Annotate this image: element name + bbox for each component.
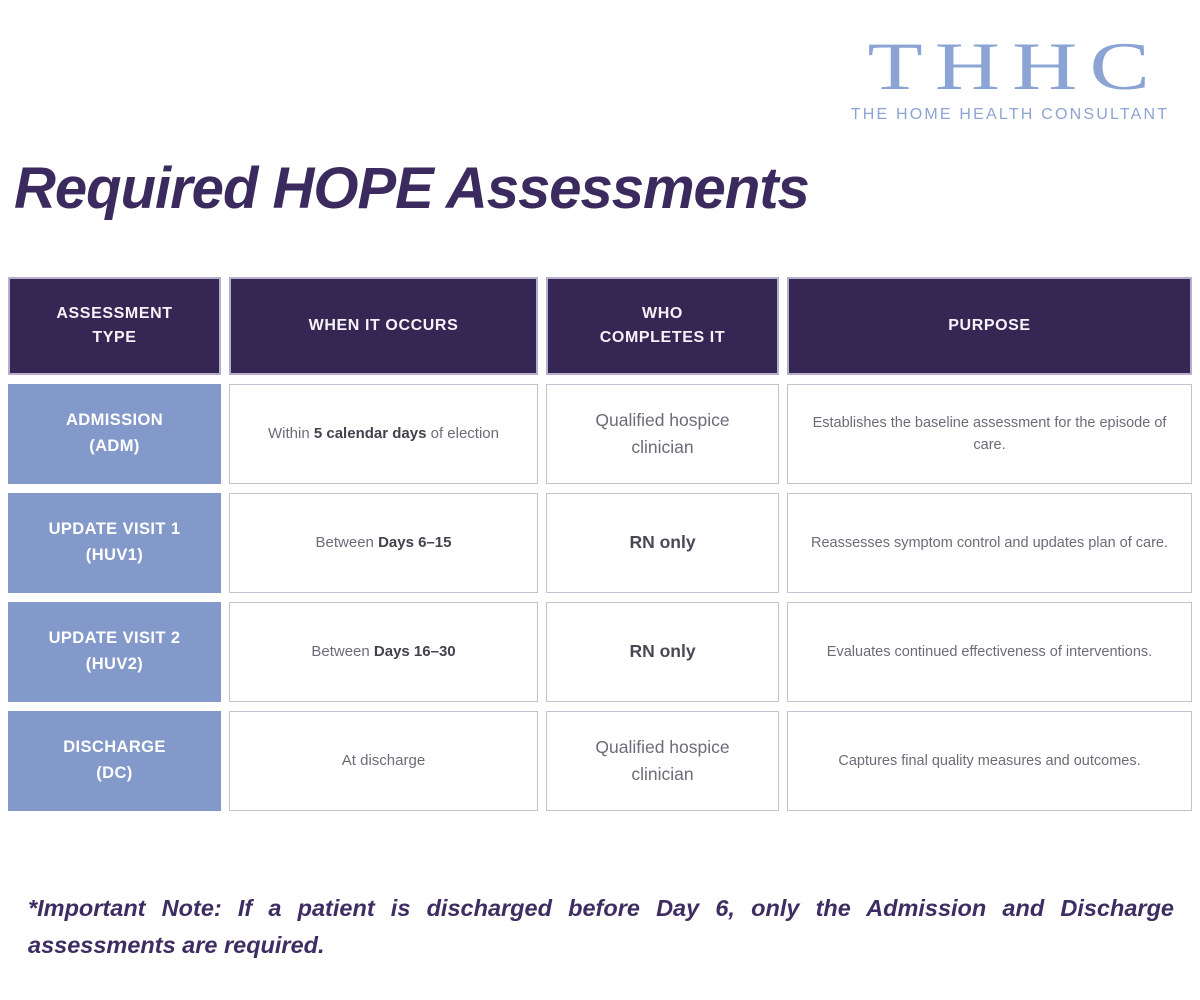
hope-assessments-table (8, 277, 1192, 811)
when-cell-update-visit-1 (229, 493, 538, 593)
row-label-line: UPDATE VISIT 2 (48, 629, 181, 648)
when-text: Between Days 6–15 (315, 534, 452, 552)
when-cell-update-visit-2 (229, 602, 538, 702)
who-cell-update-visit-2: RN only (546, 602, 779, 702)
purpose-cell-update-visit-2: Evaluates continued effectiveness of interventions. (787, 602, 1192, 702)
row-label-line: ADMISSION (65, 411, 164, 430)
row-label-line: (DC) (96, 764, 133, 782)
who-cell-discharge: Qualified hospice clinician (546, 711, 779, 811)
column-header-assessment-type (8, 277, 221, 375)
who-cell-admission: Qualified hospice clinician (546, 384, 779, 484)
column-header-who-completes-it (546, 277, 779, 375)
thhc-logo (843, 30, 1177, 124)
column-header-purpose (787, 277, 1192, 375)
row-label-line: (ADM) (89, 437, 140, 455)
column-header-when-it-occurs (229, 277, 538, 375)
header-line: ASSESSMENT (56, 305, 173, 322)
header-line: TYPE (92, 329, 137, 346)
header-line: PURPOSE (948, 317, 1031, 334)
important-note: *Important Note: If a patient is discharged before Day 6, only the Admission and Discharge assessments are required. (28, 894, 1174, 959)
row-label-discharge (8, 711, 221, 811)
logo-tagline: THE HOME HEALTH CONSULTANT (850, 106, 1170, 123)
when-cell-admission (229, 384, 538, 484)
page-title: Required HOPE Assessments (14, 156, 809, 221)
purpose-cell-update-visit-1: Reassesses symptom control and updates plan of care. (787, 493, 1192, 593)
logo-acronym: THHC (867, 29, 1163, 105)
row-label-admission (8, 384, 221, 484)
row-label-update-visit-1 (8, 493, 221, 593)
row-label-update-visit-2 (8, 602, 221, 702)
purpose-cell-discharge: Captures final quality measures and outcomes. (787, 711, 1192, 811)
who-cell-update-visit-1: RN only (546, 493, 779, 593)
header-line: COMPLETES IT (599, 329, 726, 346)
header-line: WHEN IT OCCURS (308, 317, 459, 334)
row-label-line: DISCHARGE (63, 738, 166, 757)
when-text: Within 5 calendar days of election (268, 425, 499, 443)
when-text: Between Days 16–30 (311, 643, 456, 661)
row-label-line: (HUV2) (85, 655, 144, 673)
header-line: WHO (642, 305, 683, 322)
when-cell-discharge (229, 711, 538, 811)
when-text: At discharge (341, 752, 426, 770)
row-label-line: UPDATE VISIT 1 (48, 520, 181, 539)
purpose-cell-admission: Establishes the baseline assessment for the episode of care. (787, 384, 1192, 484)
row-label-line: (HUV1) (85, 546, 144, 564)
